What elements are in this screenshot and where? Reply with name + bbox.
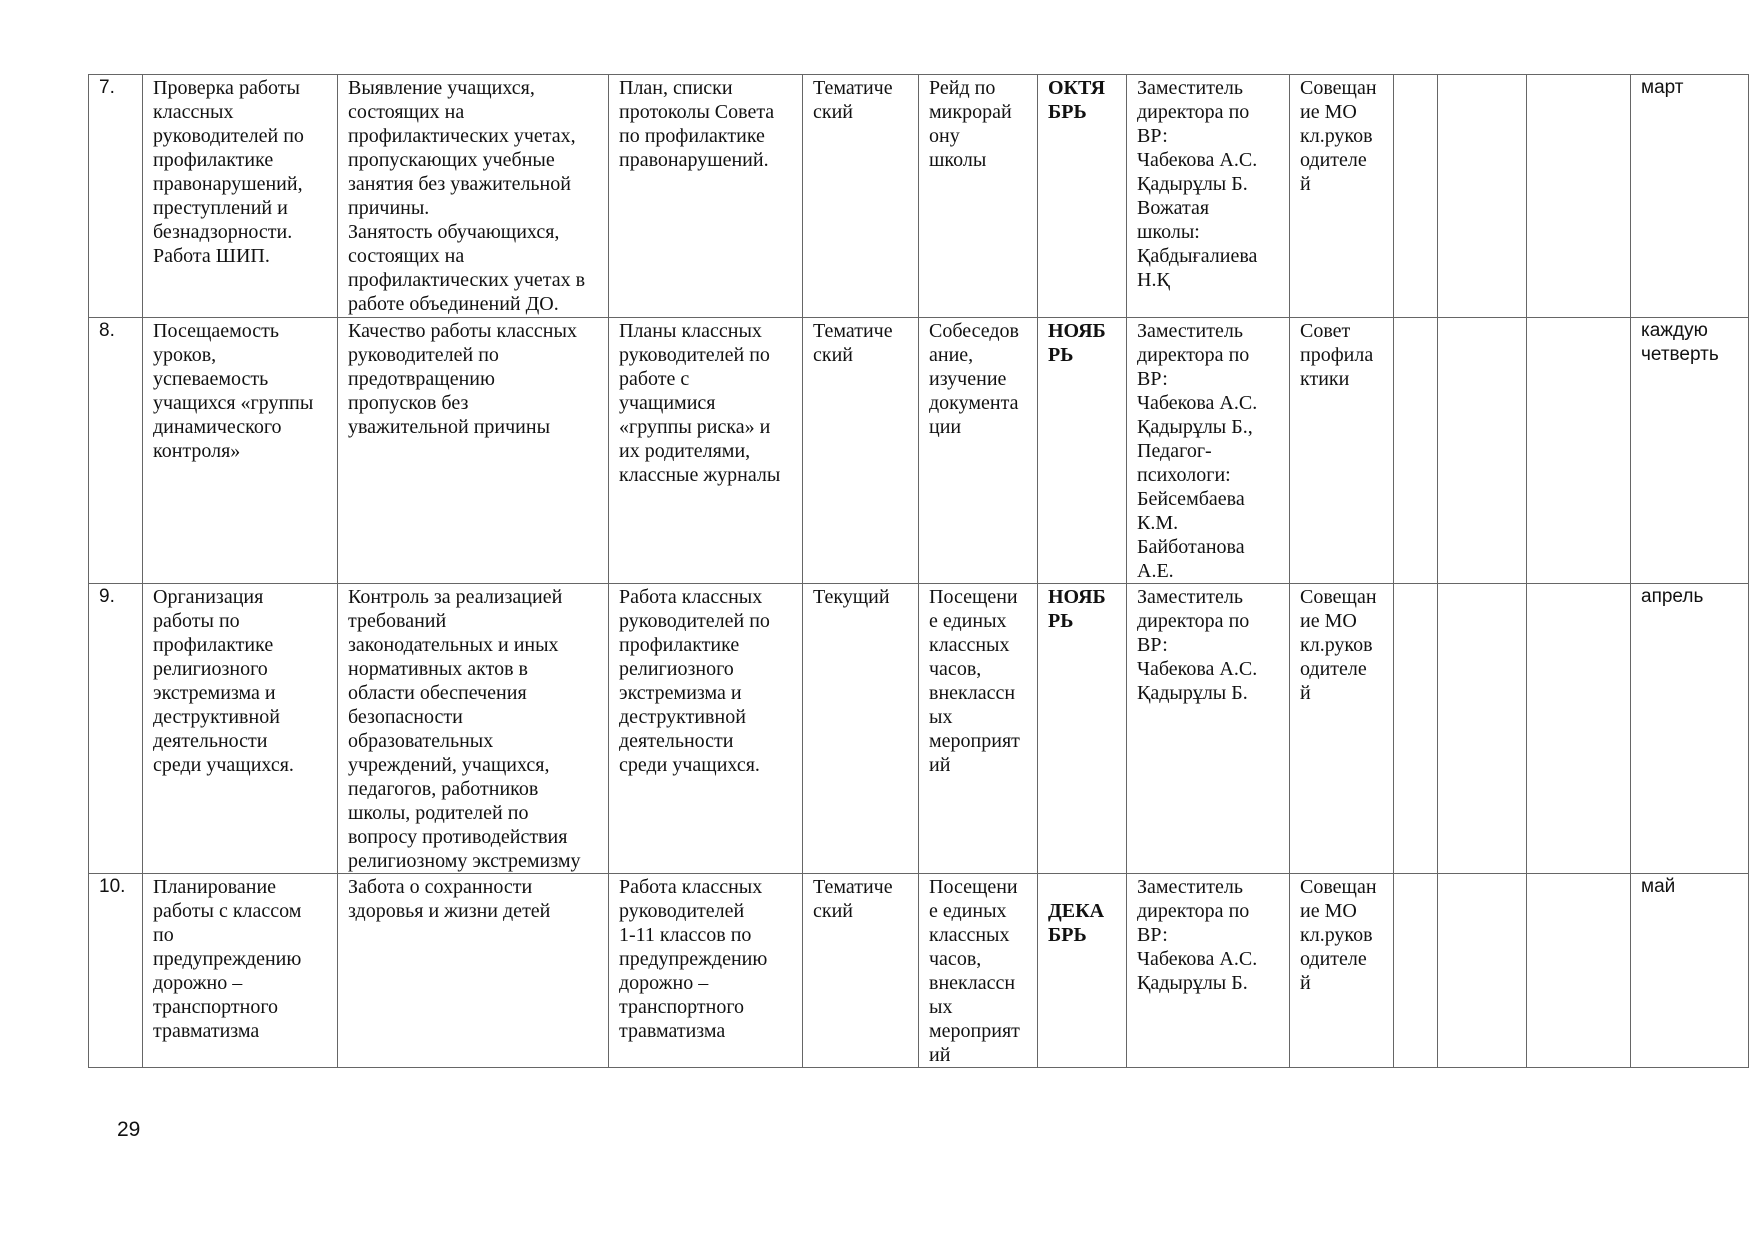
control-type-cell: Текущий: [803, 584, 919, 874]
control-month-cell: НОЯБ РЬ: [1038, 584, 1127, 874]
responsible-cell: Заместитель директора по ВР: Чабекова А.С. Қадырұлы Б. Вожатая школы: Қабдығалиева Н.Қ: [1127, 75, 1290, 318]
empty-cell: [1394, 874, 1438, 1068]
review-place-cell: Совещан ие МО кл.руков одителе й: [1290, 75, 1394, 318]
empty-cell: [1394, 75, 1438, 318]
row-number: 8.: [89, 318, 143, 584]
responsible-cell: Заместитель директора по ВР: Чабекова А.С. Қадырұлы Б.: [1127, 584, 1290, 874]
control-topic-cell: Посещаемость уроков, успеваемость учащихся «группы динамического контроля»: [143, 318, 338, 584]
row-number: 7.: [89, 75, 143, 318]
control-method-cell: Посещени е единых классных часов, внеклассн ых мероприят ий: [919, 584, 1038, 874]
empty-cell: [1527, 318, 1631, 584]
control-month-cell: НОЯБ РЬ: [1038, 318, 1127, 584]
control-object-cell: План, списки протоколы Совета по профилактике правонарушений.: [609, 75, 803, 318]
control-method-cell: Собеседов ание, изучение документа ции: [919, 318, 1038, 584]
review-place-cell: Совет профила ктики: [1290, 318, 1394, 584]
empty-cell: [1527, 874, 1631, 1068]
table-row: [89, 75, 1749, 318]
empty-cell: [1394, 318, 1438, 584]
empty-cell: [1438, 874, 1527, 1068]
page-number: 29: [117, 1118, 141, 1141]
empty-cell: [1438, 75, 1527, 318]
control-goal-cell: Выявление учащихся, состоящих на профилактических учетах, пропускающих учебные занятия без уважительной причины. Занятость обучающихся, состоящих на профилактических учетах в работе объединений ДО.: [338, 75, 609, 318]
control-method-cell: Рейд по микрорай ону школы: [919, 75, 1038, 318]
row-number: 9.: [89, 584, 143, 874]
control-topic-cell: Проверка работы классных руководителей по профилактике правонарушений, преступлений и безнадзорности. Работа ШИП.: [143, 75, 338, 318]
empty-cell: [1527, 584, 1631, 874]
review-place-cell: Совещан ие МО кл.руков одителе й: [1290, 584, 1394, 874]
control-object-cell: Работа классных руководителей 1-11 классов по предупреждению дорожно – транспортного травматизма: [609, 874, 803, 1068]
control-month-cell: ДЕКА БРЬ: [1038, 874, 1127, 1068]
deadline-cell: апрель: [1631, 584, 1749, 874]
deadline-cell: март: [1631, 75, 1749, 318]
control-method-cell: Посещени е единых классных часов, внеклассн ых мероприят ий: [919, 874, 1038, 1068]
responsible-cell: Заместитель директора по ВР: Чабекова А.С. Қадырұлы Б., Педагог- психологи: Бейсембаева К.М. Байботанова А.Е.: [1127, 318, 1290, 584]
empty-cell: [1438, 584, 1527, 874]
table-row: [89, 874, 1749, 1068]
control-plan-table: [88, 74, 1749, 1068]
control-object-cell: Планы классных руководителей по работе с учащимися «группы риска» и их родителями, классные журналы: [609, 318, 803, 584]
control-topic-cell: Планирование работы с классом по предупреждению дорожно – транспортного травматизма: [143, 874, 338, 1068]
control-object-cell: Работа классных руководителей по профилактике религиозного экстремизма и деструктивной деятельности среди учащихся.: [609, 584, 803, 874]
empty-cell: [1394, 584, 1438, 874]
empty-cell: [1527, 75, 1631, 318]
control-type-cell: Тематиче ский: [803, 75, 919, 318]
control-topic-cell: Организация работы по профилактике религиозного экстремизма и деструктивной деятельности среди учащихся.: [143, 584, 338, 874]
table-row: [89, 318, 1749, 584]
deadline-cell: май: [1631, 874, 1749, 1068]
control-goal-cell: Качество работы классных руководителей по предотвращению пропусков без уважительной причины: [338, 318, 609, 584]
control-type-cell: Тематиче ский: [803, 318, 919, 584]
control-goal-cell: Забота о сохранности здоровья и жизни детей: [338, 874, 609, 1068]
control-month-cell: ОКТЯ БРЬ: [1038, 75, 1127, 318]
deadline-cell: каждую четверть: [1631, 318, 1749, 584]
control-type-cell: Тематиче ский: [803, 874, 919, 1068]
table-row: [89, 584, 1749, 874]
row-number: 10.: [89, 874, 143, 1068]
responsible-cell: Заместитель директора по ВР: Чабекова А.С. Қадырұлы Б.: [1127, 874, 1290, 1068]
review-place-cell: Совещан ие МО кл.руков одителе й: [1290, 874, 1394, 1068]
control-goal-cell: Контроль за реализацией требований законодательных и иных нормативных актов в области обеспечения безопасности образовательных учреждений, учащихся, педагогов, работников школы, родителей по вопросу противодействия религиозному экстремизму: [338, 584, 609, 874]
empty-cell: [1438, 318, 1527, 584]
